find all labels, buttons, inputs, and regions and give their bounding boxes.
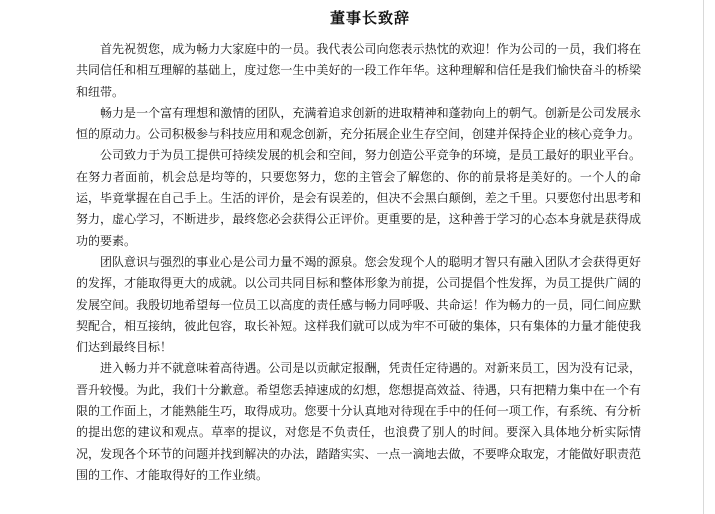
paragraph-contribution: 进入畅力并不就意味着高待遇。公司是以贡献定报酬，凭责任定待遇的。对新来员工，因为没有记录，晋升较慢。为此，我们十分歉意。希望您丢掉速成的幻想，您想提高效益、待遇，只有把精力集中在一个有限的工作面上，才能熟能生巧，取得成功。您要十分认真地对待现在手中的任何一项工作，有系统、有分析的提出您的建议和观点。草率的提议，对您是不负责任，也浪费了别人的时间。要深入具体地分析实际情况，发现各个环节的问题并找到解决的办法，踏踏实实、一点一滴地去做，不要哗众取宠，才能做好职责范围的工作、才能取得好的工作业绩。 [76,361,641,482]
paragraph-teamwork: 团队意识与强烈的事业心是公司力量不竭的源泉。您会发现个人的聪明才智只有融入团队才会获得更好的发挥，才能取得更大的成就。以公司共同目标和整体形象为前提，公司提倡个性发挥，为员工提供广阔的发展空间。我殷切地希望每一位员工以高度的责任感与畅力同呼吸、共命运！作为畅力的一员，同仁间应默契配合，相互接纳，彼此包容，取长补短。这样我们就可以成为牢不可破的集体，只有集体的力量才能使我们达到最终目标！ [76,254,641,355]
paragraph-opportunity: 公司致力于为员工提供可持续发展的机会和空间，努力创造公平竞争的环境，是员工最好的职业平台。在努力者面前，机会总是均等的，只要您努力，您的主管会了解您的、你的前景将是美好的。一个人的命运，毕竟掌握在自己手上。生活的评价，是会有误差的，但决不会黑白颠倒，差之千里。只要您付出思考和努力，虚心学习，不断进步，最终您必会获得公正评价。更重要的是，这种善于学习的心态本身就是获得成功的要素。 [76,148,641,248]
paragraph-innovation: 畅力是一个富有理想和激情的团队，充满着追求创新的进取精神和蓬勃向上的朝气。创新是公司发展永恒的原动力。公司积极参与科技应用和观念创新，充分拓展企业生存空间，创建并保持企业的核心竞争力。 [76,105,641,142]
speech-body [76,39,641,486]
paragraph-welcome: 首先祝贺您，成为畅力大家庭中的一员。我代表公司向您表示热忱的欢迎！作为公司的一员，我们将在共同信任和相互理解的基础上，度过您一生中美好的一段工作年华。这种理解和信任是我们愉快奋斗的桥梁和纽带。 [76,42,641,99]
page-title: 董事长致辞 [329,9,410,27]
